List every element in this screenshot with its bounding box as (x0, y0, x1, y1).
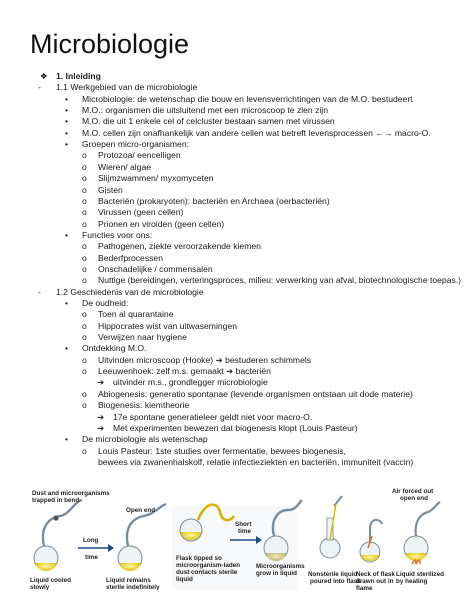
outline-marker: o (82, 332, 87, 343)
flask-sterile (118, 504, 166, 571)
label-tipped-4: liquid (176, 576, 193, 583)
outline-marker: ➔ (97, 377, 105, 388)
flask-dust-trapped (34, 500, 82, 571)
outline-item: uitvinder m.s., grondlegger microbiologie (113, 377, 268, 388)
outline-item: bewees via zwanenhalskolf, relatie infectieziekten en bacteriën, immuniteit (vaccin) (98, 456, 414, 467)
outline-item: Toen al quarantaine (98, 309, 174, 320)
outline-marker: • (65, 127, 69, 138)
outline-item: Pathogenen, ziekte veroorzakende kiemen (98, 241, 261, 252)
outline-marker: • (65, 105, 69, 116)
outline-marker: • (65, 139, 69, 150)
outline-marker: o (82, 173, 87, 184)
outline-item: Leeuwenhoek: zelf m.s. gemaakt ➔ bacteriën (98, 366, 271, 377)
outline-item: Groepen micro-organismen: (82, 139, 189, 150)
outline-item: Abiogenesis: generatio spontanae (levende organismen ontstaan uit dode materie) (98, 388, 413, 399)
outline-item: Slijmzwammen/ myxomyceten (98, 173, 214, 184)
label-trapped: Dust and microorganisms (32, 490, 110, 497)
flask-neck-drawn (360, 520, 382, 562)
label-air: Air forced out (392, 488, 434, 495)
outline-item: De microbiologie als wetenschap (82, 434, 208, 445)
outline-marker: o (82, 354, 87, 365)
label-tipped-3: dust contacts sterile (176, 569, 238, 576)
label-nonsterile: Nonsterile liquid (308, 571, 358, 578)
outline-item: Hippocrates wist van uitwasemingen (98, 320, 237, 331)
label-sterile: Liquid remains (106, 577, 151, 584)
outline-marker: ➔ (97, 422, 105, 433)
label-neck-3: flame (356, 585, 373, 590)
outline-marker: o (82, 445, 87, 456)
outline-marker: o (82, 388, 87, 399)
label-sterilized-2: by heating (396, 578, 428, 585)
outline-marker: o (82, 309, 87, 320)
label-cooled-2: slowly (30, 584, 50, 590)
label-tipped: Flask tipped so (176, 555, 222, 562)
outline-item: 1.1 Werkgebied van de microbiologie (56, 82, 198, 93)
outline-item: M.O. die uit 1 enkele cel of celcluster bestaan samen met virussen (82, 116, 335, 127)
label-neck: Neck of flask (356, 571, 395, 578)
outline-marker: o (82, 161, 87, 172)
outline-marker: o (82, 150, 87, 161)
outline-marker: o (82, 400, 87, 411)
outline-marker: o (82, 241, 87, 252)
outline-marker: o (82, 184, 87, 195)
label-tipped-2: microorganism-laden (176, 562, 241, 569)
outline-item: Protozoa/ eencelligen (98, 150, 181, 161)
dust-particle (53, 515, 58, 520)
outline-marker: • (65, 434, 69, 445)
outline-marker: - (38, 82, 41, 93)
outline-marker: • (65, 343, 69, 354)
outline-item: Uitvinden microscoop (Hooke) ➔ bestuderen schimmels (98, 354, 312, 365)
pasteur-swan-neck-flask-diagram (30, 488, 444, 590)
label-air-2: open end (400, 495, 428, 502)
label-grow-2: grow in liquid (256, 570, 297, 577)
outline-marker: o (82, 275, 87, 286)
outline-marker: ❖ (40, 71, 48, 81)
outline-item: Met experimenten bewezen dat biogenesis klopt (Louis Pasteur) (113, 422, 358, 433)
outline-item: Nuttige (bereidingen, verteringsproces, milieu: verwerking van afval, biotechnologische toepas.) (98, 275, 462, 286)
outline-item: Onschadelijke / commensalen (98, 263, 213, 274)
label-neck-2: drawn out in (356, 578, 394, 585)
outline-item: Virussen (geen cellen) (98, 207, 184, 218)
label-long-time: time (85, 554, 98, 561)
outline-marker: o (82, 195, 87, 206)
outline-item: 1. Inleiding (56, 71, 101, 81)
outline-item: M.O. cellen zijn onafhankelijk van andere cellen wat betreft levensprocessen ←→ macro-O. (82, 127, 431, 138)
label-short-time: time (238, 528, 251, 535)
label-cooled: Liquid cooled (30, 577, 71, 584)
outline-item: De oudheid: (82, 298, 129, 308)
outline-item: Microbiologie: de wetenschap die bouw en levensverrichtingen van de M.O. bestudeert (82, 93, 413, 104)
outline-item: Biogenesis: kiemtheorie (98, 400, 190, 411)
outline-item: Ontdekking M.O. (82, 343, 147, 354)
label-grow: Microorganisms (256, 563, 305, 570)
flask-heating (404, 502, 440, 564)
outline-marker: o (82, 366, 87, 377)
outline-marker: • (65, 298, 69, 308)
outline-marker: ➔ (97, 411, 105, 422)
long-time-arrow (78, 544, 114, 552)
outline-marker: • (65, 93, 69, 104)
outline-marker: • (65, 116, 69, 127)
outline-item: Gisten (98, 184, 123, 195)
flask-pouring (320, 496, 342, 558)
outline-marker: o (82, 218, 87, 229)
outline-item: Verwijzen naar hygiene (98, 332, 187, 343)
label-long: Long (83, 537, 99, 544)
outline-marker: o (82, 252, 87, 263)
outline-marker: • (65, 229, 69, 240)
outline-item: Louis Pasteur: 1ste studies over fermentatie, bewees biogenesis, (98, 445, 346, 456)
outline-item: Bacteriën (prokaryoten): bacteriën en Archaea (oerbacteriën) (98, 195, 330, 206)
outline-item: Bederfprocessen (98, 252, 163, 263)
outline-marker: o (82, 263, 87, 274)
label-trapped-2: trapped in bend (32, 497, 80, 504)
label-open-end: Open end (126, 507, 156, 514)
flame-icon (412, 560, 420, 564)
outline-marker: - (38, 286, 41, 297)
outline-marker: o (82, 207, 87, 218)
outline-item: Wieren/ algae (98, 161, 152, 172)
page-title: Microbiologie (30, 29, 190, 59)
outline-item: 1.2 Geschiedenis van de microbiologie (56, 286, 204, 297)
outline-item: Functies voor ons: (82, 229, 153, 240)
outline-marker: o (82, 320, 87, 331)
label-nonsterile-2: poured into flask (310, 578, 361, 585)
outline-item: M.O.: organismen die uitsluitend met een microscoop te zien zijn (82, 105, 328, 116)
outline-item: 17e spontane generatieleer geldt niet voor macro-O. (113, 411, 313, 422)
label-short: Short (235, 521, 252, 528)
label-sterile-2: sterile indefinitely (106, 584, 160, 590)
outline-item: Prionen en viroiden (geen cellen) (98, 218, 225, 229)
label-sterilized: Liquid sterilized (396, 571, 444, 578)
